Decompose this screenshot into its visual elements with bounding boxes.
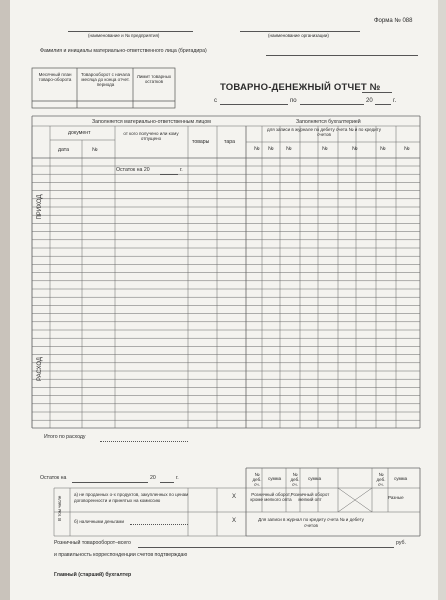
chief-accountant-label: Главный (старший) бухгалтер: [54, 572, 132, 578]
bottom-year-line: [160, 482, 174, 483]
acc-col-header: №: [352, 146, 358, 152]
retail-small-label: Розничный оборот мелкий опт: [290, 492, 330, 503]
sum-label-2: сумма: [308, 476, 322, 481]
date-header: дата: [58, 147, 70, 153]
container-header: тара: [224, 139, 235, 145]
acc-col-header: №: [322, 146, 328, 152]
monthly-plan-label: Месячный план товаро-оборота: [38, 72, 72, 83]
deb-label-1: № деб. сч.: [252, 472, 262, 488]
total-expense-dots: [100, 441, 188, 442]
retail-total-label: Розничный товарооборот–всего: [54, 540, 131, 546]
item-b-label: б) наличными деньгами: [74, 519, 124, 524]
responsible-header: Заполняется материально-ответственным лицом: [92, 119, 211, 125]
period-to-line: [300, 104, 364, 105]
organization-caption: (наименование организации): [268, 33, 329, 38]
acc-col-header: №: [254, 146, 260, 152]
income-label: ПРИХОД: [37, 194, 43, 220]
acc-col-header: №: [286, 146, 292, 152]
retail-total-line: [138, 547, 394, 548]
form-number: Форма № 088: [374, 18, 413, 24]
bottom-balance-line: [72, 482, 148, 483]
rub-label: руб.: [396, 540, 406, 546]
item-a-label: а) не проданных о-х продуктов, закупленных по ценам договоренности и принятых на комиссию: [74, 492, 189, 503]
bottom-year-suffix: г.: [176, 475, 179, 481]
expense-label: РАСХОД: [37, 357, 43, 381]
balance-year-label: г.: [180, 167, 183, 173]
bottom-year-prefix: 20: [150, 475, 156, 481]
balance-year-line: [160, 174, 178, 175]
accounting-header: Заполняется бухгалтерией: [296, 119, 361, 125]
period-to: по: [290, 98, 297, 104]
from-whom-header: от кого получено или кому отпущено: [123, 131, 179, 142]
deb-label-2: № деб. сч.: [290, 472, 300, 488]
year-prefix: 20: [366, 98, 373, 104]
acc-col-header: №: [380, 146, 386, 152]
goods-header: товары: [192, 139, 210, 145]
different-label: Разные: [388, 495, 404, 500]
correct-label: и правильность корреспонденции счетов подтверждаю: [54, 552, 188, 558]
report-title: ТОВАРНО-ДЕНЕЖНЫЙ ОТЧЕТ №: [220, 82, 381, 93]
period-from-line: [220, 104, 288, 105]
item-b-dots: [130, 524, 188, 525]
doc-num-header: №: [92, 147, 98, 153]
balance-on-label: Остаток на 20: [116, 167, 150, 173]
including-label: В том числе: [56, 495, 62, 521]
credit-note-label: Для записи в журнал по кредиту счета № и дебету счетов: [258, 517, 364, 528]
mark-x-b: X: [232, 518, 237, 524]
acc-col-header: №: [404, 146, 410, 152]
deb-label-3: № деб. сч.: [376, 472, 386, 488]
year-line: [375, 104, 391, 105]
debit-credit-header: для записи в журнале по дебету счета № и по кредиту счетов: [266, 127, 382, 138]
sum-label-1: сумма: [268, 476, 282, 481]
acc-col-header: №: [268, 146, 274, 152]
enterprise-caption: (наименование и № предприятия): [88, 33, 160, 38]
retail-turnover-label: Розничный оборот, кроме мелкого опта: [250, 492, 292, 503]
bottom-balance-label: Остаток на: [40, 475, 67, 481]
total-expense-label: Итого по расходу: [44, 434, 86, 440]
turnover-label: Товарооборот с начала месяца до конца отчет. периода: [81, 72, 130, 88]
sum-label-3: сумма: [394, 476, 408, 481]
mark-x-a: X: [232, 494, 237, 500]
report-number-line: [362, 92, 392, 93]
year-suffix: г.: [393, 98, 397, 104]
responsible-caption: Фамилия и инициалы материально-ответственного лица (бригадира): [40, 48, 207, 54]
period-from: с: [214, 98, 217, 104]
stock-limit-label: Лимит товарных остатков: [136, 74, 172, 85]
document-header: документ: [68, 130, 91, 136]
